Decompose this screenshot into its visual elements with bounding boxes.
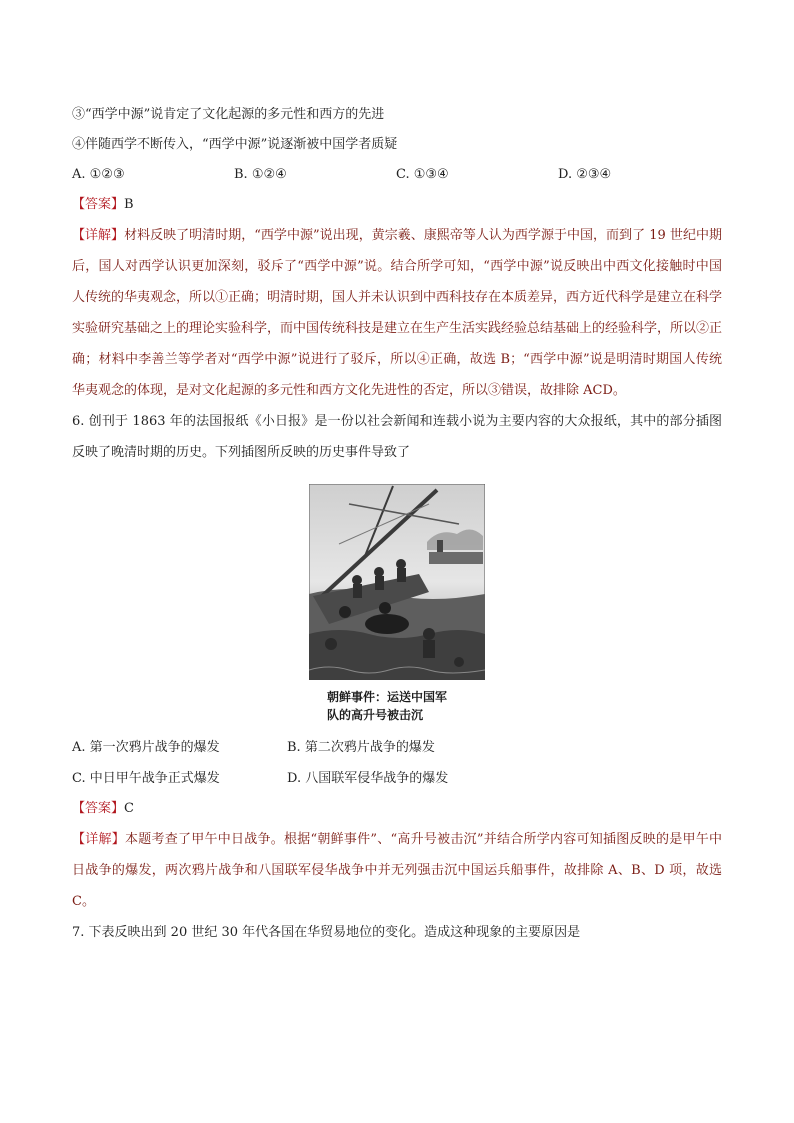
q5-item-4: ④伴随西学不断传入，“西学中源”说逐渐被中国学者质疑 [72,137,398,152]
answer-tag: 【答案】 [72,801,125,816]
q5-item-3: ③“西学中源”说肯定了文化起源的多元性和西方的先进 [72,107,385,122]
detail-text: 材料反映了明清时期，“西学中源”说出现，黄宗羲、康熙帝等人认为西学源于中国，而到了 19 世纪中期后，国人对西学认识更加深刻，驳斥了“西学中源”说。结合所学可知，“西学中源”说反映出中西文化接触时中国人传统的华夷观念，所以①正确；明清时期，国人并未认识到中西科技存在本质差异，西方近代科学是建立在科学实验研究基础之上的理论实验科学，而中国传统科技是建立在生产生活实践经验总结基础上的经验科学，所以②正确；材料中李善兰等学者对“西学中源”说进行了驳斥，所以④正确，故选 B；“西学中源”说是明清时期国人传统华夷观念的体现，是对文化起源的多元性和西方文化先进性的否定，所以③错误，故排除 ACD。 [72,228,723,398]
caption-line-1: 朝鲜事件：运送中国军 [327,690,448,704]
q6-option-b: B. 第二次鸦片战争的爆发 [287,740,435,755]
q5-options [72,160,722,190]
q6-option-c: C. 中日甲午战争正式爆发 [72,771,220,786]
caption-line-2: 队的高升号被击沉 [327,708,424,722]
q5-option-b: B. ①②④ [234,167,287,182]
q6-stem: 6. 创刊于 1863 年的法国报纸《小日报》是一份以社会新闻和连载小说为主要内容的大众报纸，其中的部分插图反映了晚清时期的历史。下列插图所反映的历史事件导致了 [72,414,722,460]
sinking-ship-illustration [309,484,485,680]
q6-options-row-1 [72,732,722,763]
kowshing-illustration-figure [309,484,485,724]
answer-value: B [124,197,134,212]
answer-value: C [124,801,134,816]
q6-options-row-2 [72,763,722,794]
q7-stem: 7. 下表反映出到 20 世纪 30 年代各国在华贸易地位的变化。造成这种现象的主要原因是 [72,925,581,940]
q6-option-d: D. 八国联军侵华战争的爆发 [287,771,449,786]
q6-answer [72,794,722,824]
q6-option-a: A. 第一次鸦片战争的爆发 [72,740,220,755]
q5-option-d: D. ②③④ [558,167,612,182]
document-page [72,100,722,948]
detail-text: 本题考查了甲午中日战争。根据“朝鲜事件”、“高升号被击沉”并结合所学内容可知插图反映的是甲午中日战争的爆发，两次鸦片战争和八国联军侵华战争中并无列强击沉中国运兵船事件，故排除 A、B、D 项，故选 C。 [72,832,722,909]
q5-option-a: A. ①②③ [72,167,125,182]
detail-tag: 【详解】 [72,228,125,243]
q5-detail [72,220,722,406]
detail-tag: 【详解】 [72,832,125,847]
answer-tag: 【答案】 [72,197,125,212]
q6-detail [72,824,722,917]
figure-caption [309,688,485,724]
q5-answer [72,190,722,220]
q5-option-c: C. ①③④ [396,167,449,182]
